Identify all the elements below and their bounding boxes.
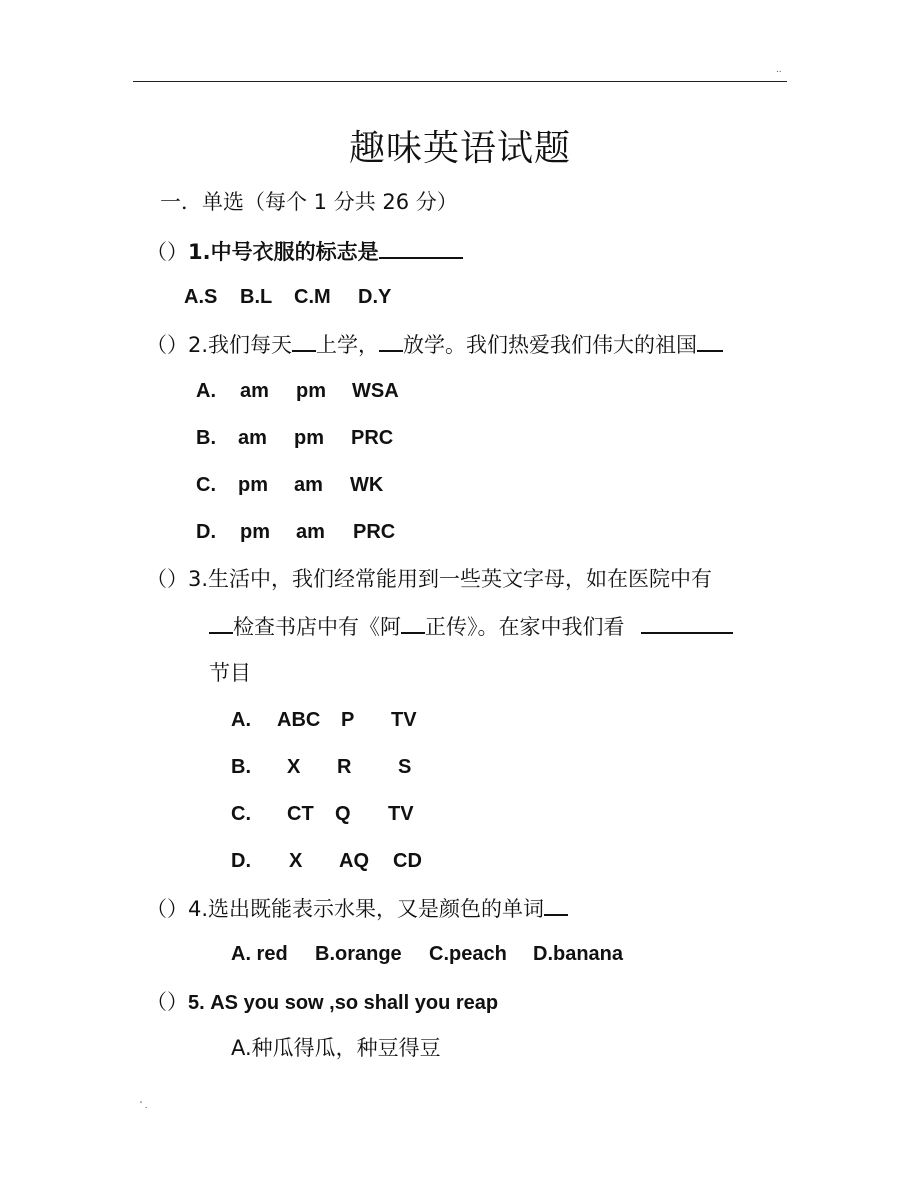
option-cell: am xyxy=(296,521,325,543)
question-2-option-d[interactable] xyxy=(196,518,456,546)
option-cell: PRC xyxy=(351,427,394,449)
option-d[interactable]: D.banana xyxy=(533,943,624,965)
option-letter: D. xyxy=(231,850,251,872)
question-4 xyxy=(146,894,568,923)
answer-blank-3c[interactable] xyxy=(641,612,733,634)
option-cell: WK xyxy=(350,474,384,496)
answer-blank-2c[interactable] xyxy=(697,330,723,352)
question-3-option-b[interactable] xyxy=(231,753,491,781)
option-b[interactable]: B.orange xyxy=(315,943,402,965)
question-2 xyxy=(146,330,723,359)
question-4-stem: 4.选出既能表示水果，又是颜色的单词 xyxy=(188,897,545,921)
option-cell: am xyxy=(240,380,269,402)
question-2-option-a[interactable] xyxy=(196,377,456,405)
question-2-stem-part-1: 2.我们每天 xyxy=(188,333,293,357)
answer-blank-1[interactable] xyxy=(379,237,463,259)
section-heading-text: 一．单选（每个 1 分共 26 分） xyxy=(160,190,458,214)
question-3-stem-line-3: 节目 xyxy=(209,661,251,685)
question-1-options xyxy=(184,283,444,311)
question-3-option-a[interactable] xyxy=(231,706,491,734)
option-cell: X xyxy=(287,756,301,778)
question-3-stem-line-2-part-2: 正传》。在家中我们看 xyxy=(425,615,625,639)
question-2-stem-part-3: 放学。我们热爱我们伟大的祖国 xyxy=(403,333,698,357)
answer-blank-3b[interactable] xyxy=(401,612,425,634)
option-cell: R xyxy=(337,756,352,778)
option-letter: D. xyxy=(196,521,216,543)
answer-blank-2b[interactable] xyxy=(379,330,403,352)
answer-paren-5[interactable]: （） xyxy=(146,990,188,1014)
question-3-line-2 xyxy=(209,612,733,641)
question-3-stem-line-2-part-1: 检查书店中有《阿 xyxy=(233,615,401,639)
option-letter: B. xyxy=(231,756,251,778)
question-4-options xyxy=(231,940,651,968)
option-cell: PRC xyxy=(353,521,396,543)
question-3-option-d[interactable] xyxy=(231,847,491,875)
question-5 xyxy=(146,988,498,1017)
option-a[interactable]: A.S xyxy=(184,286,218,308)
option-cell: TV xyxy=(391,709,417,731)
option-b[interactable]: B.L xyxy=(240,286,273,308)
option-c[interactable]: C.peach xyxy=(429,943,507,965)
answer-blank-2a[interactable] xyxy=(292,330,316,352)
question-1-stem: 1.中号衣服的标志是 xyxy=(188,240,379,264)
question-3-line-3 xyxy=(209,659,251,687)
option-cell: P xyxy=(341,709,355,731)
footer-mark: ' . xyxy=(140,1100,148,1111)
option-cell: TV xyxy=(388,803,414,825)
header-mark: .. xyxy=(776,64,782,75)
section-heading xyxy=(160,188,458,216)
answer-paren-4[interactable]: （） xyxy=(146,897,188,921)
option-c[interactable]: C.M xyxy=(294,286,331,308)
option-cell: ABC xyxy=(277,709,321,731)
option-cell: pm xyxy=(294,427,324,449)
answer-paren-1[interactable]: （） xyxy=(146,240,188,264)
question-3-stem-line-1: 3.生活中，我们经常能用到一些英文字母，如在医院中有 xyxy=(188,567,713,591)
question-5-option-a-line xyxy=(231,1034,441,1062)
header-rule xyxy=(133,81,787,82)
question-1 xyxy=(146,237,463,266)
answer-paren-3[interactable]: （） xyxy=(146,567,188,591)
option-cell: am xyxy=(294,474,323,496)
option-cell: WSA xyxy=(352,380,399,402)
question-3-option-c[interactable] xyxy=(231,800,491,828)
answer-blank-3a[interactable] xyxy=(209,612,233,634)
option-cell: CD xyxy=(393,850,422,872)
option-cell: am xyxy=(238,427,267,449)
page-title: 趣味英语试题 xyxy=(348,128,571,169)
option-a[interactable]: A.种瓜得瓜，种豆得豆 xyxy=(231,1036,441,1060)
option-cell: CT xyxy=(287,803,314,825)
option-letter: A. xyxy=(196,380,216,402)
option-cell: S xyxy=(398,756,412,778)
option-d[interactable]: D.Y xyxy=(358,286,392,308)
question-2-option-b[interactable] xyxy=(196,424,456,452)
option-a[interactable]: A. red xyxy=(231,943,288,965)
question-2-stem-part-2: 上学， xyxy=(316,333,380,357)
question-5-stem: 5. AS you sow ,so shall you reap xyxy=(188,992,499,1014)
option-letter: B. xyxy=(196,427,216,449)
question-2-option-c[interactable] xyxy=(196,471,456,499)
answer-blank-4[interactable] xyxy=(544,894,568,916)
answer-paren-2[interactable]: （） xyxy=(146,333,188,357)
question-3 xyxy=(146,565,712,593)
option-letter: C. xyxy=(231,803,251,825)
option-cell: X xyxy=(289,850,303,872)
option-letter: A. xyxy=(231,709,251,731)
option-letter: C. xyxy=(196,474,216,496)
option-cell: AQ xyxy=(339,850,369,872)
option-cell: pm xyxy=(238,474,268,496)
option-cell: pm xyxy=(296,380,326,402)
option-cell: Q xyxy=(335,803,351,825)
option-cell: pm xyxy=(240,521,270,543)
